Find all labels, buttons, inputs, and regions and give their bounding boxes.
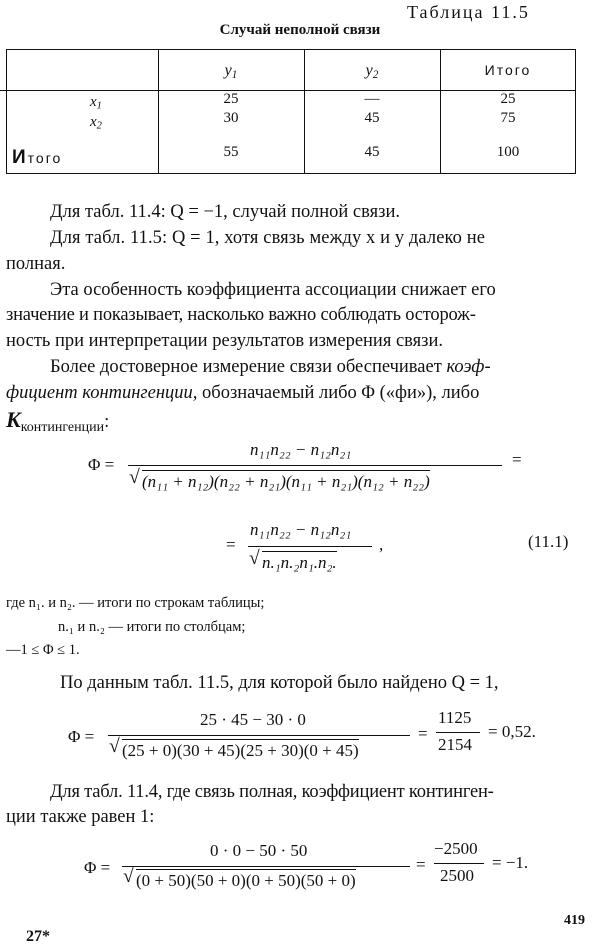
page-number: 419 <box>564 913 585 928</box>
formula-equals: = <box>512 450 522 469</box>
table-cell: — <box>364 91 380 107</box>
text-line: Для табл. 11.4: Q = −1, случай полной связи. <box>50 202 400 222</box>
text-line: Для табл. 11.4, где связь полная, коэффициент континген- <box>50 782 494 802</box>
text-line: Более достоверное измерение связи обеспечивает коэф- <box>50 357 491 377</box>
column-header-y2: $y_2$ <box>365 62 379 81</box>
fraction-denominator: 2154 <box>438 735 472 754</box>
row-label-total: Итого <box>12 147 63 168</box>
printer-signature: 27* <box>26 928 50 945</box>
column-header-y1: $y_1$ <box>224 62 238 81</box>
data-table <box>6 49 576 174</box>
formula-numerator: 0 · 0 − 50 · 50 <box>210 841 308 860</box>
formula-equals: = <box>226 535 236 554</box>
column-header-total: Итого <box>484 62 532 78</box>
text-line: фициент контингенции, обозначаемый либо Φ («фи»), либо <box>6 383 480 403</box>
row-label-x1: $x_1$ <box>90 94 102 112</box>
formula-lhs: Φ = <box>88 455 115 474</box>
table-cell: 25 <box>223 91 239 107</box>
text-line: полная. <box>6 254 66 274</box>
table-cell: 75 <box>500 110 516 126</box>
where-line: n.₁ и n.₂ — итоги по столбцам; <box>58 619 246 635</box>
table-title: Случай неполной связи <box>219 22 381 38</box>
formula-numerator: n₁₁n₂₂ − n₁₂n₂₁ <box>250 520 352 539</box>
fraction-bar <box>436 732 480 733</box>
formula-numerator: n₁₁n₂₂ − n₁₂n₂₁ <box>250 440 352 459</box>
where-line: —1 ≤ Φ ≤ 1. <box>6 642 80 658</box>
text-line: значение и показывает, насколько важно соблюдать осторож- <box>6 305 476 325</box>
row-label-x2: $x_2$ <box>90 114 102 132</box>
formula-denominator: √ (0 + 50)(50 + 0)(0 + 50)(50 + 0) <box>124 869 356 891</box>
table-divider <box>6 50 7 173</box>
text-line: По данным табл. 11.5, для которой было найдено Q = 1, <box>60 673 499 693</box>
formula-equals: = <box>416 855 426 874</box>
table-cell: 30 <box>223 110 239 126</box>
formula-equals: = <box>418 724 428 743</box>
text-line: Для табл. 11.5: Q = 1, хотя связь между x и y далеко не <box>50 228 486 248</box>
fraction-bar <box>248 546 372 547</box>
table-cell: 25 <box>500 91 516 107</box>
fraction-bar <box>108 735 410 736</box>
table-cell: 45 <box>364 110 380 126</box>
table-cell: 100 <box>496 144 520 160</box>
formula-denominator: √ (n₁₁ + n₁₂)(n₂₂ + n₂₁)(n₁₁ + n₂₁)(n₁₂ + n₂₂) <box>130 470 430 492</box>
fraction-numerator: 1125 <box>438 708 472 727</box>
formula-comma: , <box>379 535 384 554</box>
formula-result: = 0,52. <box>488 722 536 741</box>
fraction-denominator: 2500 <box>440 866 474 885</box>
where-line: где n₁. и n₂. — итоги по строкам таблицы; <box>6 595 265 611</box>
formula-denominator: √ n.₁n.₂n₁.n₂. <box>250 551 337 573</box>
text-line: Эта особенность коэффициента ассоциации снижает его <box>50 280 496 300</box>
formula-denominator: √ (25 + 0)(30 + 45)(25 + 30)(0 + 45) <box>110 739 359 761</box>
text-line: ность при интерпретации результатов измерения связи. <box>6 331 444 351</box>
table-cell: 55 <box>223 144 239 160</box>
formula-lhs: Φ = <box>68 727 95 746</box>
formula-lhs: Φ = <box>84 858 111 877</box>
fraction-numerator: −2500 <box>434 839 478 858</box>
formula-result: = −1. <box>492 853 529 872</box>
fraction-bar <box>434 863 484 864</box>
text-line: ции также равен 1: <box>6 807 155 827</box>
fraction-bar <box>128 465 502 466</box>
table-cell: 45 <box>364 144 380 160</box>
table-label: Таблица 11.5 <box>407 2 530 22</box>
equation-number: (11.1) <box>528 532 569 551</box>
fraction-bar <box>122 866 410 867</box>
text-line: $K_{контингенции}$: <box>6 407 110 435</box>
formula-numerator: 25 · 45 − 30 · 0 <box>200 710 306 729</box>
